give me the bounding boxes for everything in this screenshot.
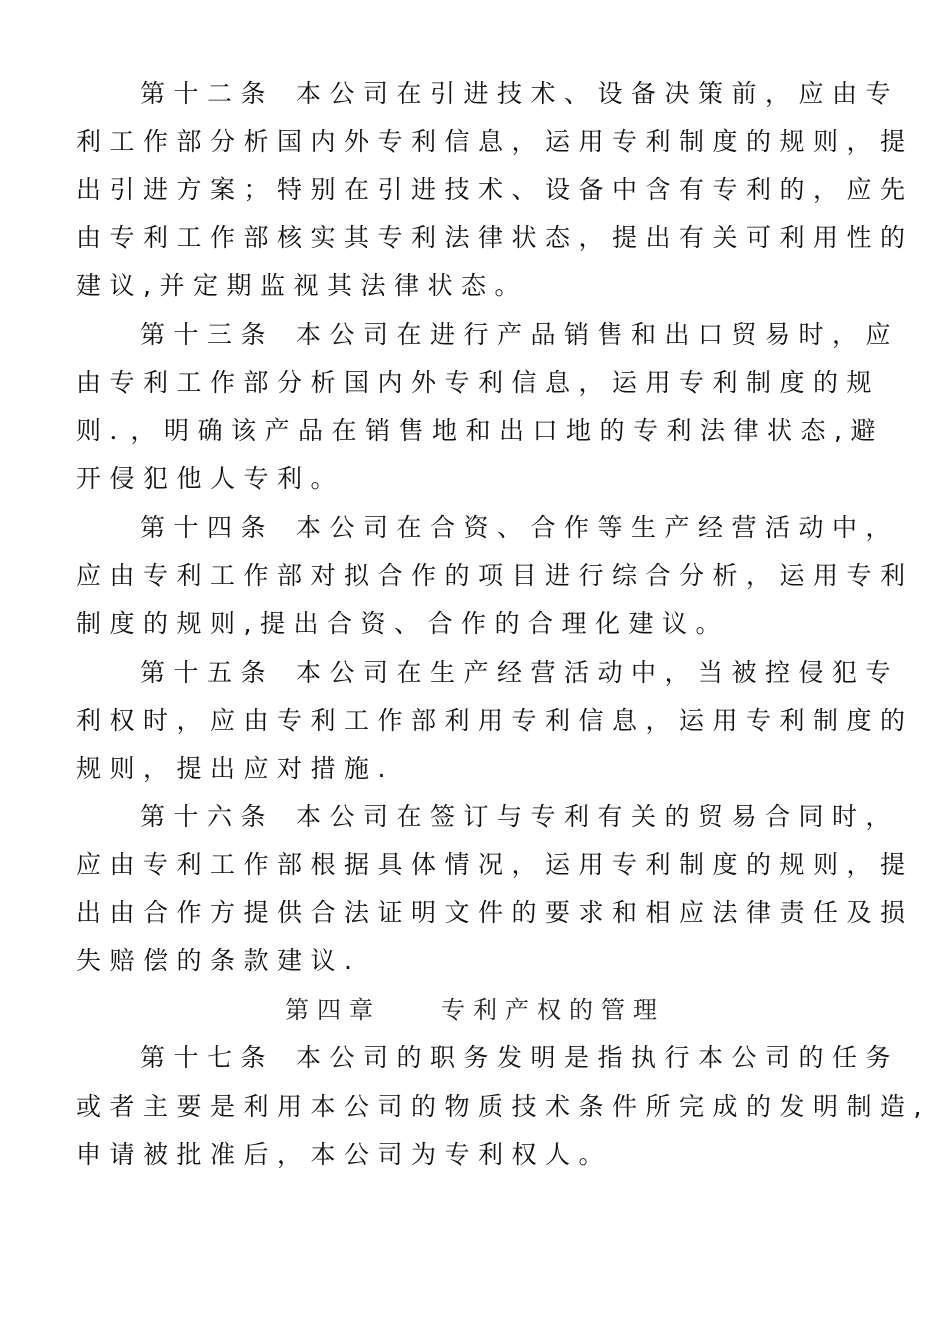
article-16-line: 失赔偿的条款建议. [76,946,361,975]
article-15-text: 本公司在生产经营活动中，当被控侵犯专 [296,658,900,687]
article-13-line: 则．，明确该产品在销售地和出口地的专利法律状态,避 [76,416,884,445]
article-12-line: 建议,并定期监视其法律状态。 [76,271,528,300]
article-14-first-line [140,508,940,548]
article-13-first-line [140,315,940,355]
article-16-text: 本公司在签订与专利有关的贸易合同时， [296,802,900,831]
article-12-first-line [140,74,940,114]
article-15-first-line [140,653,940,693]
article-17-number: 第十七条 [140,1043,275,1072]
article-15-number: 第十五条 [140,658,275,687]
article-17-line: 申请被批准后，本公司为专利权人。 [76,1140,613,1169]
chapter-heading [0,990,950,1030]
article-15-line: 规则，提出应对措施. [76,754,394,783]
article-14-text: 本公司在合资、合作等生产经营活动中， [296,513,900,542]
article-12-number: 第十二条 [140,79,275,108]
article-17-text: 本公司的职务发明是指执行本公司的任务 [296,1043,900,1072]
article-14-line: 应由专利工作部对拟合作的项目进行综合分析，运用专利 [76,561,914,590]
article-16-line: 出由合作方提供合法证明文件的要求和相应法律责任及损 [76,898,914,927]
article-14-line: 制度的规则,提出合资、合作的合理化建议。 [76,609,729,638]
article-17-line: 或者主要是利用本公司的物质技术条件所完成的发明制造, [76,1092,930,1121]
article-12-text: 本公司在引进技术、设备决策前，应由专 [296,79,900,108]
chapter-number: 第四章 [285,996,381,1024]
article-17-first-line [140,1038,940,1078]
chapter-title: 专利产权的管理 [441,996,665,1024]
article-12-line: 由专利工作部核实其专利法律状态，提出有关可利用性的 [76,223,914,252]
article-16-number: 第十六条 [140,802,275,831]
article-16-first-line [140,797,940,837]
article-12-line: 出引进方案；特别在引进技术、设备中含有专利的，应先 [76,175,914,204]
article-14-number: 第十四条 [140,513,275,542]
article-13-number: 第十三条 [140,320,275,349]
article-13-line: 由专利工作部分析国内外专利信息，运用专利制度的规 [76,368,881,397]
article-12-line: 利工作部分析国内外专利信息，运用专利制度的规则，提 [76,127,914,156]
article-16-line: 应由专利工作部根据具体情况，运用专利制度的规则，提 [76,850,914,879]
article-15-line: 利权时，应由专利工作部利用专利信息，运用专利制度的 [76,706,914,735]
article-13-text: 本公司在进行产品销售和出口贸易时，应 [296,320,900,349]
article-13-line: 开侵犯他人专利。 [76,464,345,493]
